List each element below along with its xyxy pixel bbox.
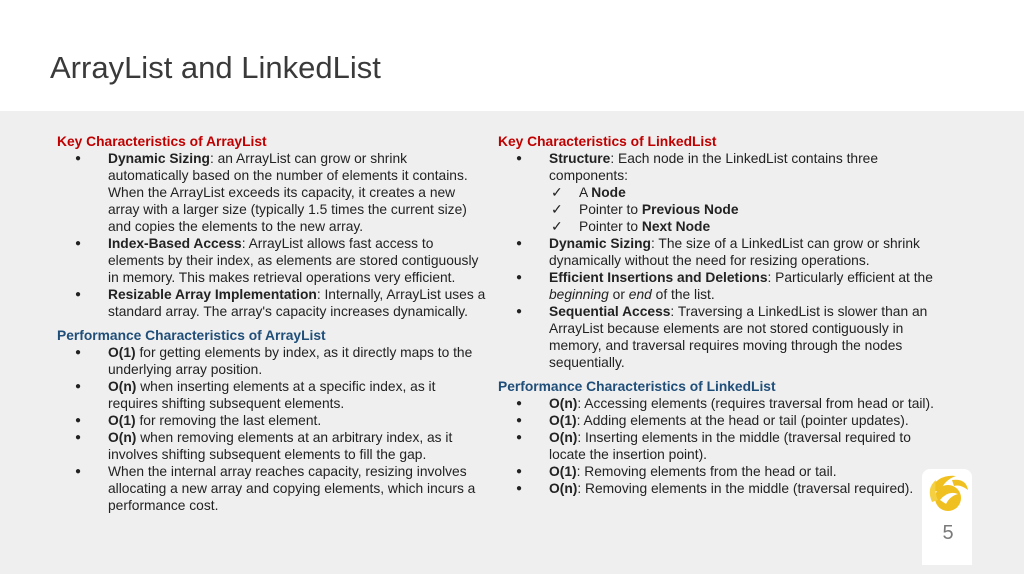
right-column [498,133,938,497]
list-item [498,412,938,429]
item-text: for removing the last element. [135,413,322,428]
linkedlist-performance-heading: Performance Characteristics of LinkedList [498,379,776,394]
list-item [498,429,938,463]
linkedlist-performance-list [498,395,938,497]
arraylist-key-list [57,150,487,320]
item-bold: O(1) [108,413,136,428]
item-text: : ArrayList allows fast access to elements by their index, as elements are stored contiguously in memory. This makes retrieval operations very efficient. [108,236,479,285]
list-item [498,235,938,269]
list-item [57,344,487,378]
item-bold: Index-Based Access [108,236,242,251]
item-bold: O(n) [549,481,578,496]
item-bold: Previous Node [641,202,739,217]
item-bold: O(n) [549,396,578,411]
item-bold: Efficient Insertions and Deletions [549,270,768,285]
item-bold: O(n) [108,379,137,394]
item-text: : Particularly efficient at the [767,270,933,285]
linkedlist-key-heading: Key Characteristics of LinkedList [498,134,717,149]
item-text: : Each node in the LinkedList contains three components: [549,151,879,183]
item-text: Pointer to [579,202,642,217]
item-text: of the list. [651,287,715,302]
item-text: : Inserting elements in the middle (traversal required to locate the insertion point). [549,430,911,462]
item-bold: O(1) [549,413,577,428]
list-item [57,235,487,286]
item-text: or [608,287,629,302]
item-bold: O(n) [108,430,137,445]
arraylist-performance-heading: Performance Characteristics of ArrayList [57,328,326,343]
item-text: for getting elements by index, as it directly maps to the underlying array position. [108,345,473,377]
list-item [498,480,938,497]
list-item [57,150,487,235]
item-emphasis: end [628,287,652,302]
item-bold: O(n) [549,430,578,445]
slide-title: ArrayList and LinkedList [50,50,381,85]
item-text: : Accessing elements (requires traversal from head or tail). [577,396,934,411]
list-item [498,269,938,303]
checklist-item [498,184,938,201]
content-area [0,111,1024,574]
item-text: : The size of a LinkedList can grow or shrink dynamically without the need for resizing operations. [549,236,920,268]
sun-logo-icon [922,470,972,516]
item-bold: Resizable Array Implementation [108,287,317,302]
item-bold: Node [591,185,626,200]
item-bold: O(1) [549,464,577,479]
list-item [57,378,487,412]
arraylist-key-heading: Key Characteristics of ArrayList [57,134,267,149]
page-number: 5 [942,522,954,544]
item-text: : Traversing a LinkedList is slower than an ArrayList because elements are not stored contiguously in memory, and traversal requires moving through the nodes sequentially. [549,304,928,370]
item-text: : Internally, ArrayList uses a standard array. The array's capacity increases dynamically. [108,287,486,319]
item-text: A [579,185,592,200]
item-text: : Adding elements at the head or tail (pointer updates). [576,413,909,428]
item-bold: Sequential Access [549,304,671,319]
list-item [498,395,938,412]
list-item [498,463,938,480]
linkedlist-key-list [498,150,938,371]
item-bold: O(1) [108,345,136,360]
item-bold: Dynamic Sizing [549,236,651,251]
item-emphasis: beginning [549,287,609,302]
item-text: when removing elements at an arbitrary index, as it involves shifting subsequent elements to fill the gap. [108,430,453,462]
item-bold: Structure [549,151,611,166]
left-column [57,133,487,514]
item-text: : Removing elements in the middle (traversal required). [577,481,914,496]
list-item [57,463,487,514]
item-text: When the internal array reaches capacity, resizing involves allocating a new array and copying elements, which incurs a performance cost. [108,464,476,513]
item-text: : Removing elements from the head or tail. [576,464,837,479]
list-item [57,286,487,320]
item-text: : an ArrayList can grow or shrink automatically based on the number of elements it contains. When the ArrayList exceeds its capacity, it creates a new array with a larger size (typically 1.5 times the current size) and copies the elements to the new array. [108,151,468,234]
list-item [498,303,938,371]
checklist-item [498,218,938,235]
item-text: Pointer to [579,219,642,234]
item-bold: Next Node [641,219,711,234]
item-bold: Dynamic Sizing [108,151,210,166]
list-item [498,150,938,184]
arraylist-performance-list [57,344,487,514]
checklist-item [498,201,938,218]
item-text: when inserting elements at a specific index, as it requires shifting subsequent elements. [108,379,436,411]
list-item [57,412,487,429]
title-area [0,0,1024,111]
list-item [57,429,487,463]
